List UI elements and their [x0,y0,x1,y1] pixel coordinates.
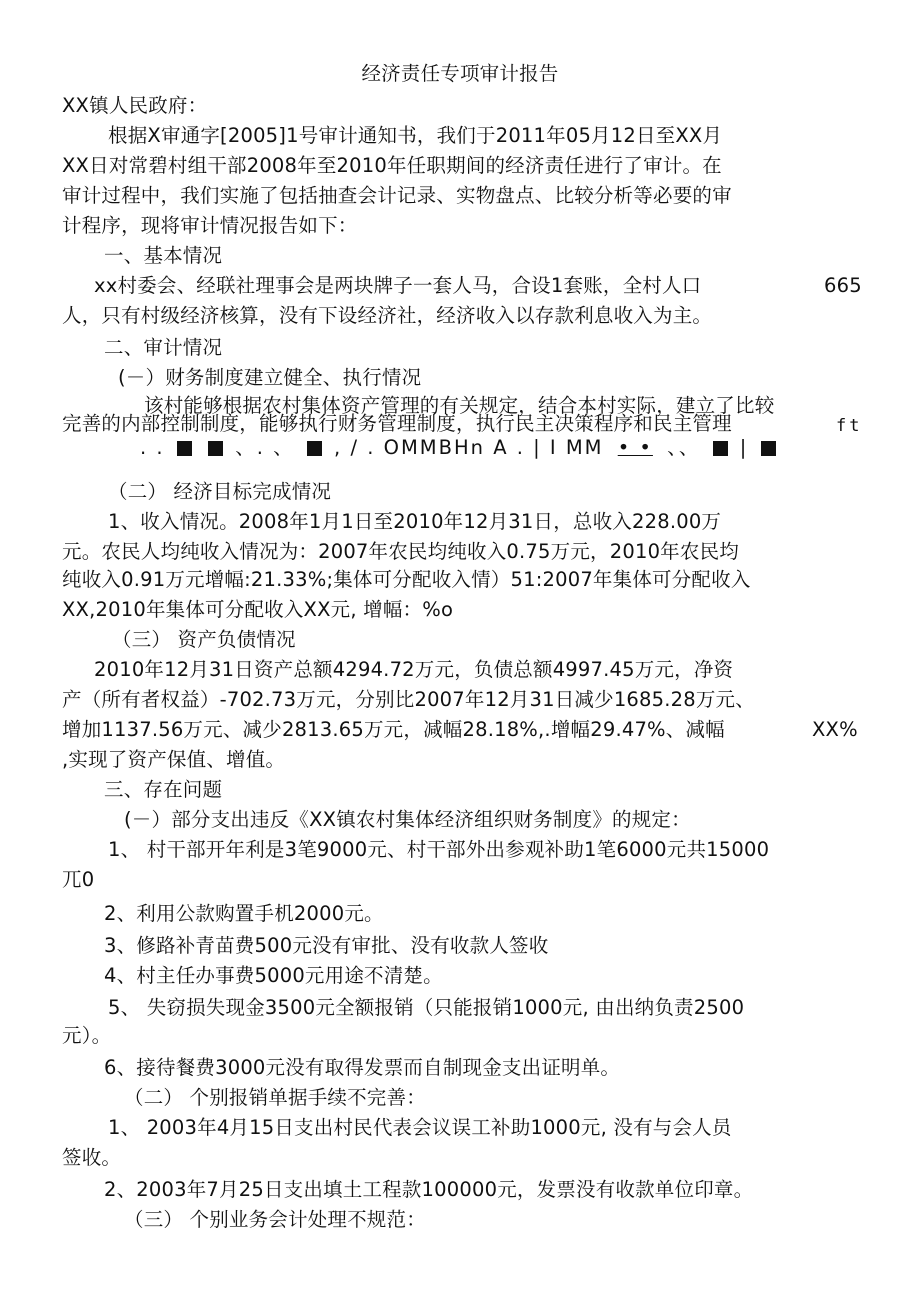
problem-2: 2、利用公款购置手机2000元。 [104,902,384,925]
problem-5-line-2: 元）。 [62,1024,112,1047]
garbled-row [140,436,780,460]
basic-line-1-number: 665 [824,274,862,297]
intro-line-3: 审计过程中，我们实施了包括抽查会计记录、实物盘点、比较分析等必要的审 [62,184,732,207]
problem-4: 4、村主任办事费5000元用途不清楚。 [104,964,443,987]
problem-3: 3、修路补青苗费500元没有审批、没有收款人签收 [104,934,549,957]
subheading-economic-targets: （二） 经济目标完成情况 [108,480,332,503]
garbled-block [713,441,728,456]
garbled-dots: . . [140,436,165,459]
garbled-text: , / . OMMBHn A . | I MM [334,436,604,459]
assets-line-2: 产（所有者权益）-702.73万元，分别比2007年12月31日减少1685.28万元、 [62,688,755,711]
income-line-2: 元。农民人均纯收入情况为：2007年农民均纯收入0.75万元，2010年农民均 [62,540,739,563]
reimbursement-1-line-1: 1、 2003年4月15日支出村民代表会议误工补助1000元, 没有与会人员 [108,1116,732,1139]
reimbursement-2: 2、2003年7月25日支出填土工程款100000元，发票没有收款单位印章。 [104,1178,754,1201]
document-title: 经济责任专项审计报告 [361,62,559,85]
finance-line-1: 该村能够根据农村集体资产管理的有关规定，结合本村实际，建立了比较 [144,394,775,417]
assets-line-3-percent: XX% [812,718,858,741]
garbled-commas: 、、 [667,436,701,459]
garbled-dot-comma: . 、 [256,436,295,459]
garbled-bar: | [739,436,749,459]
addressee: XX镇人民政府： [62,94,208,117]
garbled-ft: ft [836,416,863,436]
intro-line-4: 计程序，现将审计情况报告如下： [62,214,358,237]
subheading-reimbursement: （二） 个别报销单据手续不完善： [124,1086,426,1109]
intro-line-2: XX日对常碧村组干部2008年至2010年任职期间的经济责任进行了审计。在 [62,154,722,177]
subheading-assets-liabilities: （三） 资产负债情况 [112,628,296,651]
problem-1-line-2: 兀0 [62,868,95,891]
problem-6: 6、接待餐费3000元没有取得发票而自制现金支出证明单。 [104,1056,621,1079]
section-heading-problems: 三、存在问题 [104,778,223,801]
basic-line-1: xx村委会、经联社理事会是两块牌子一套人马，合设1套账，全村人口 [94,274,702,297]
income-line-3: 纯收入0.91万元增幅:21.33%;集体可分配收入情）51:2007年集体可分配收入 [62,568,751,591]
subheading-violations: (－）部分支出违反《XX镇农村集体经济组织财务制度》的规定： [124,808,691,831]
garbled-block [177,441,192,456]
assets-line-3: 增加1137.56万元、减少2813.65万元，减幅28.18%,.增幅29.47%、减幅 [62,718,725,741]
subheading-finance-system: (－）财务制度建立健全、执行情况 [118,366,422,389]
income-line-4: XX,2010年集体可分配收入XX元, 增幅：%o [62,598,454,621]
problem-1-line-1: 1、 村干部开年利是3笔9000元、村干部外出参观补助1笔6000元共15000 [108,838,770,861]
finance-line-2: 完善的内部控制制度，能够执行财务管理制度，执行民主决策程序和民主管理 [62,412,732,435]
problem-5-line-1: 5、 失窃损失现金3500元全额报销（只能报销1000元, 由出纳负责2500 [108,996,745,1019]
garbled-block [307,441,322,456]
section-heading-basic: 一、基本情况 [104,244,223,267]
assets-line-1: 2010年12月31日资产总额4294.72万元，负债总额4997.45万元，净资 [94,658,734,681]
income-line-1: 1、收入情况。2008年1月1日至2010年12月31日，总收入228.00万 [108,510,722,533]
subheading-accounting: （三） 个别业务会计处理不规范： [124,1208,426,1231]
garbled-block [208,441,223,456]
reimbursement-1-line-2: 签收。 [62,1146,122,1169]
garbled-block [761,441,776,456]
garbled-bullets: • • [617,436,653,459]
basic-line-2: 人，只有村级经济核算，没有下设经济社，经济收入以存款利息收入为主。 [62,304,713,327]
garbled-comma-inline: 、 [235,436,257,459]
section-heading-audit: 二、审计情况 [104,336,223,359]
assets-line-4: ,实现了资产保值、增值。 [62,748,286,771]
intro-line-1: 根据X审通字[2005]1号审计通知书，我们于2011年05月12日至XX月 [108,124,723,147]
